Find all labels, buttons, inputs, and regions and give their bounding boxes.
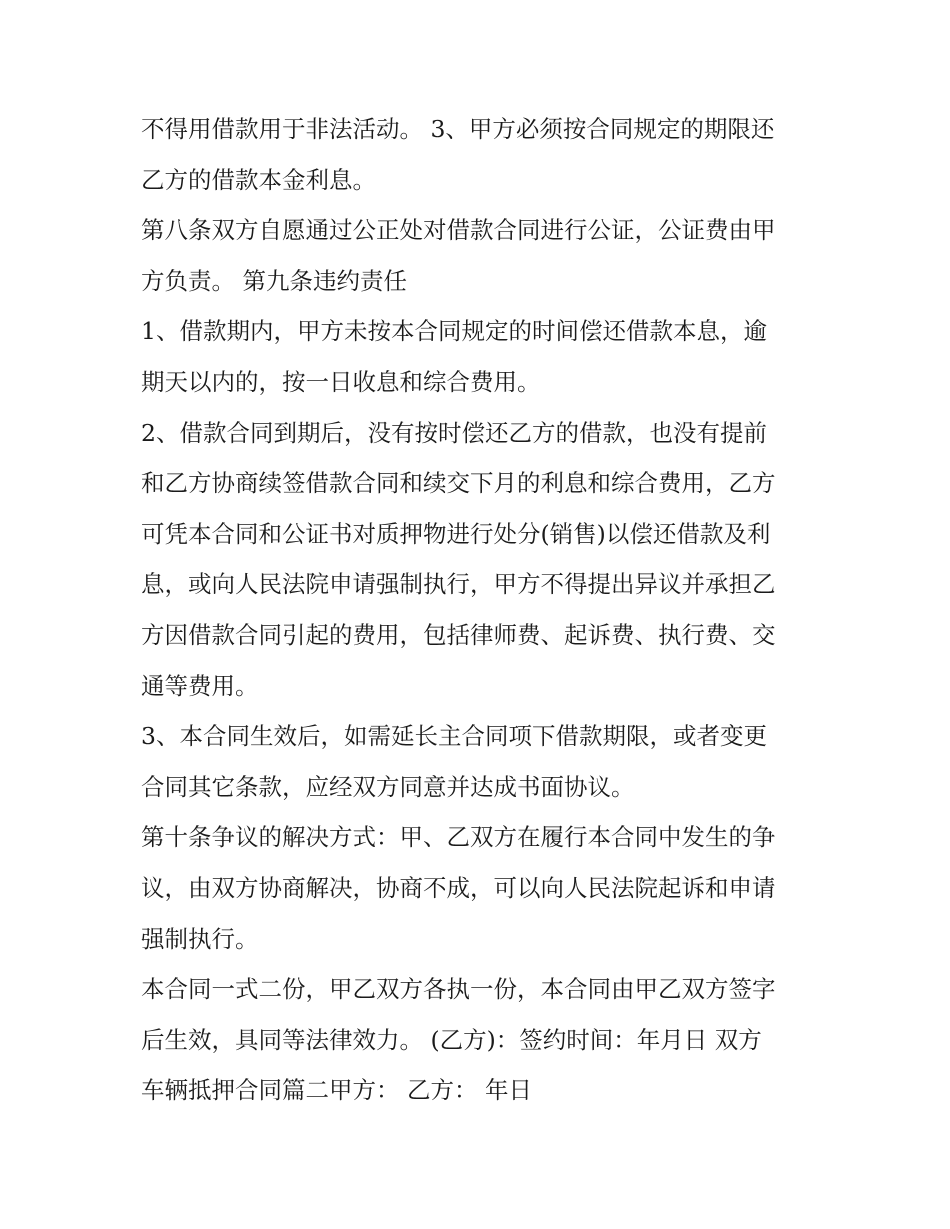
paragraph-breach-1	[141, 306, 821, 407]
paragraph-breach-3	[141, 711, 821, 812]
text-line: 1、借款期内，甲方未按本合同规定的时间偿还借款本息，逾	[141, 317, 767, 346]
text-line: 和乙方协商续签借款合同和续交下月的利息和综合费用，乙方	[141, 469, 776, 498]
text-line: 强制执行。	[141, 924, 259, 953]
text-line: 乙方的借款本金利息。	[141, 165, 376, 194]
paragraph-article-8	[141, 205, 821, 306]
text-line: 可凭本合同和公证书对质押物进行处分(销售)以偿还借款及利	[141, 519, 771, 548]
text-line: 车辆抵押合同篇二甲方： 乙方： 年日	[141, 1076, 532, 1105]
text-line: 3、本合同生效后，如需延长主合同项下借款期限，或者变更	[141, 722, 767, 751]
text-line: 通等费用。	[141, 671, 259, 700]
text-line: 期天以内的，按一日收息和综合费用。	[141, 367, 541, 396]
text-line: 议，由双方协商解决，协商不成，可以向人民法院起诉和申请	[141, 873, 776, 902]
paragraph-closing	[141, 964, 821, 1116]
text-line: 方因借款合同引起的费用，包括律师费、起诉费、执行费、交	[141, 620, 776, 649]
text-line: 不得用借款用于非法活动。 3、甲方必须按合同规定的期限还	[141, 115, 775, 143]
paragraph-breach-2	[141, 408, 821, 712]
text-line: 后生效，具同等法律效力。 (乙方)：签约时间：年月日 双方	[141, 1025, 762, 1054]
text-line: 合同其它条款，应经双方同意并达成书面协议。	[141, 772, 635, 801]
text-line: 第十条争议的解决方式：甲、乙双方在履行本合同中发生的争	[141, 823, 776, 852]
text-line: 2、借款合同到期后，没有按时偿还乙方的借款，也没有提前	[141, 418, 767, 447]
text-line: 本合同一式二份，甲乙双方各执一份，本合同由甲乙双方签字	[141, 975, 776, 1004]
text-line: 息，或向人民法院申请强制执行，甲方不得提出异议并承担乙	[141, 570, 776, 599]
paragraph-loan-use	[141, 104, 821, 205]
text-line: 第八条双方自愿通过公正处对借款合同进行公证，公证费由甲	[141, 216, 776, 245]
text-line: 方负责。 第九条违约责任	[141, 266, 407, 295]
paragraph-article-10	[141, 812, 821, 964]
document-body	[141, 104, 821, 1116]
